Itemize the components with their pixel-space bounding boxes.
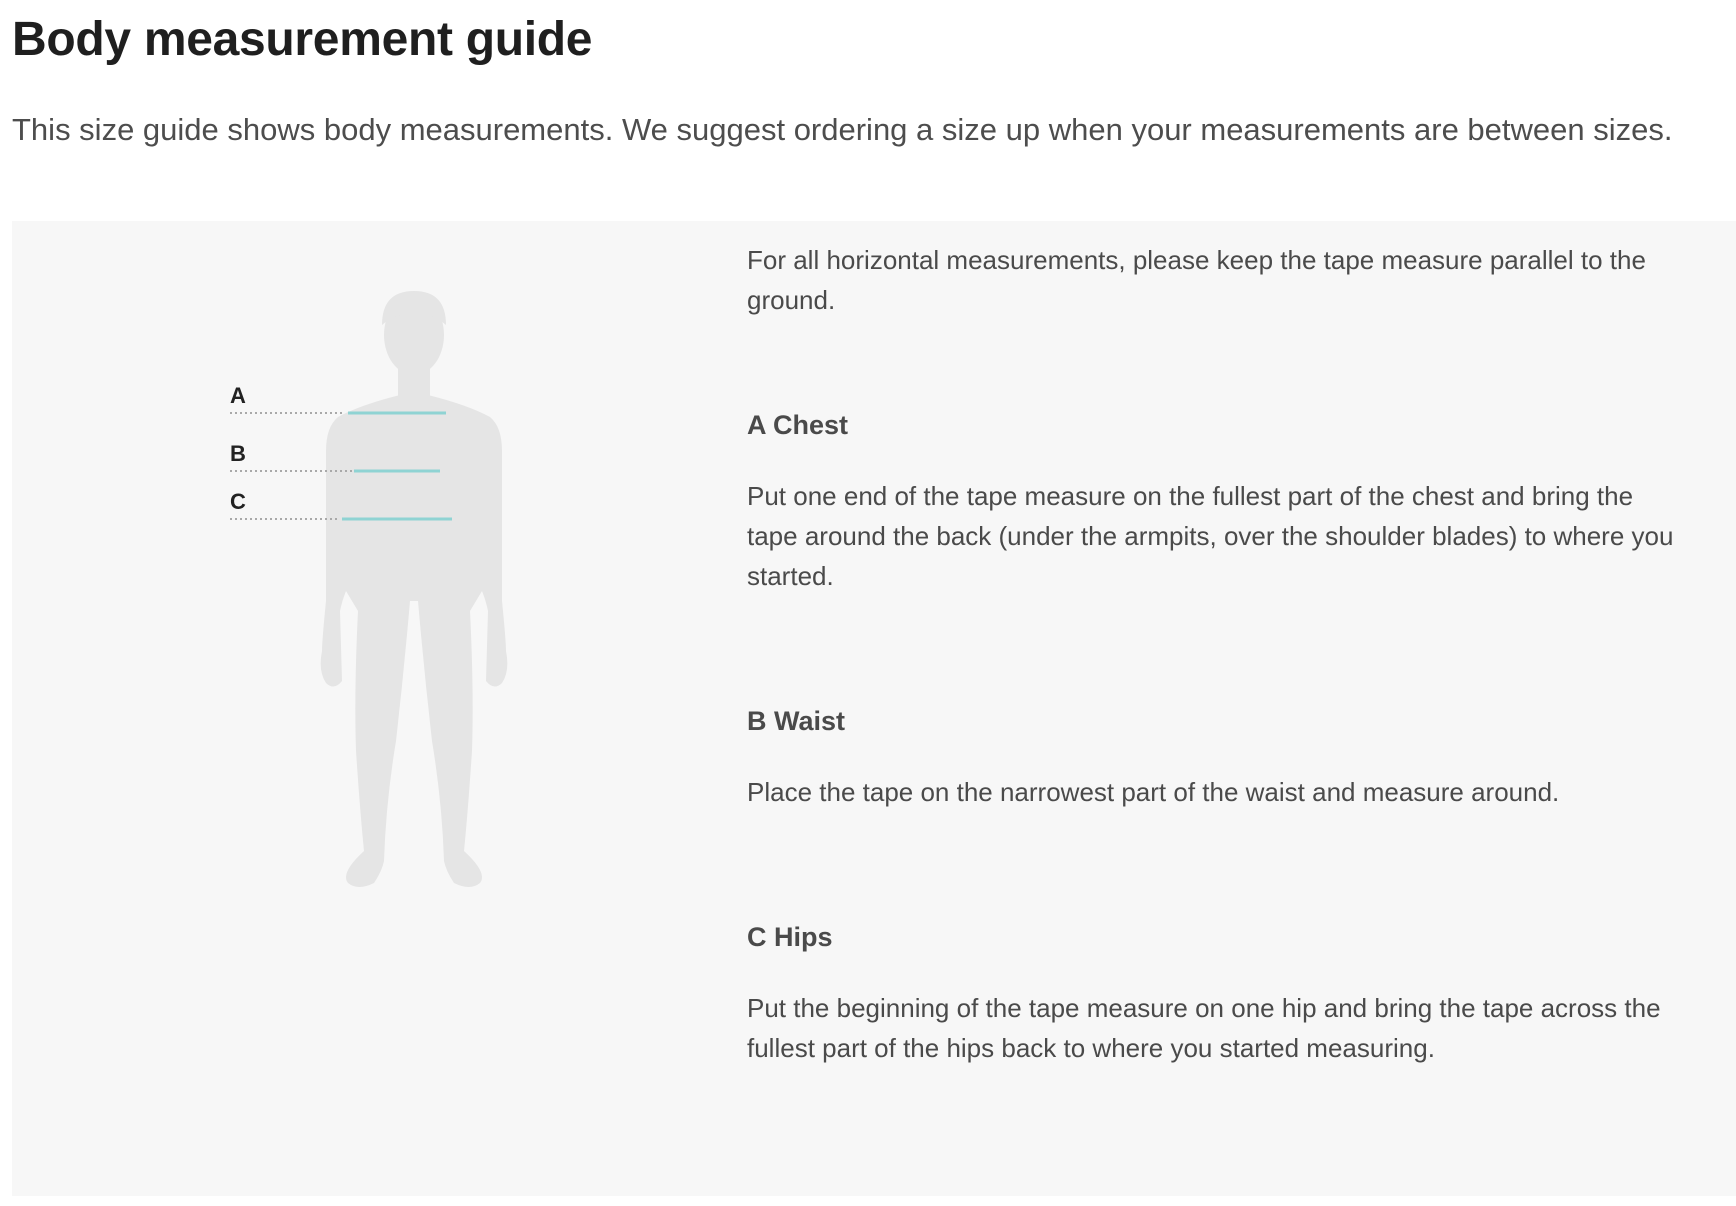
marker-letters bbox=[230, 383, 246, 514]
section-body-waist: Place the tape on the narrowest part of the waist and measure around. bbox=[747, 777, 1560, 807]
silhouette bbox=[321, 291, 508, 887]
body-silhouette-icon bbox=[230, 271, 550, 931]
section-body-hips: Put the beginning of the tape measure on one hip and bring the tape across the fullest part of the hips back to where you started measuring. bbox=[747, 993, 1661, 1063]
section-title-chest: A Chest bbox=[747, 410, 849, 440]
section-body-chest: Put one end of the tape measure on the fullest part of the chest and bring the tape around the back (under the armpits, over the shoulder blades) to where you started. bbox=[747, 481, 1674, 591]
intro-text: This size guide shows body measurements. We suggest ordering a size up when your measurements are between sizes. bbox=[12, 112, 1673, 147]
marker-letter-c: C bbox=[230, 489, 246, 514]
marker-letter-b: B bbox=[230, 441, 246, 466]
section-title-waist: B Waist bbox=[747, 706, 846, 736]
marker-letter-a: A bbox=[230, 383, 246, 408]
horizontal-note: For all horizontal measurements, please keep the tape measure parallel to the ground. bbox=[747, 245, 1646, 315]
body-figure bbox=[230, 271, 550, 931]
measurement-guide-panel bbox=[12, 221, 1736, 1196]
section-title-hips: C Hips bbox=[747, 922, 833, 952]
body-shape bbox=[321, 395, 508, 887]
page-title: Body measurement guide bbox=[12, 13, 593, 66]
